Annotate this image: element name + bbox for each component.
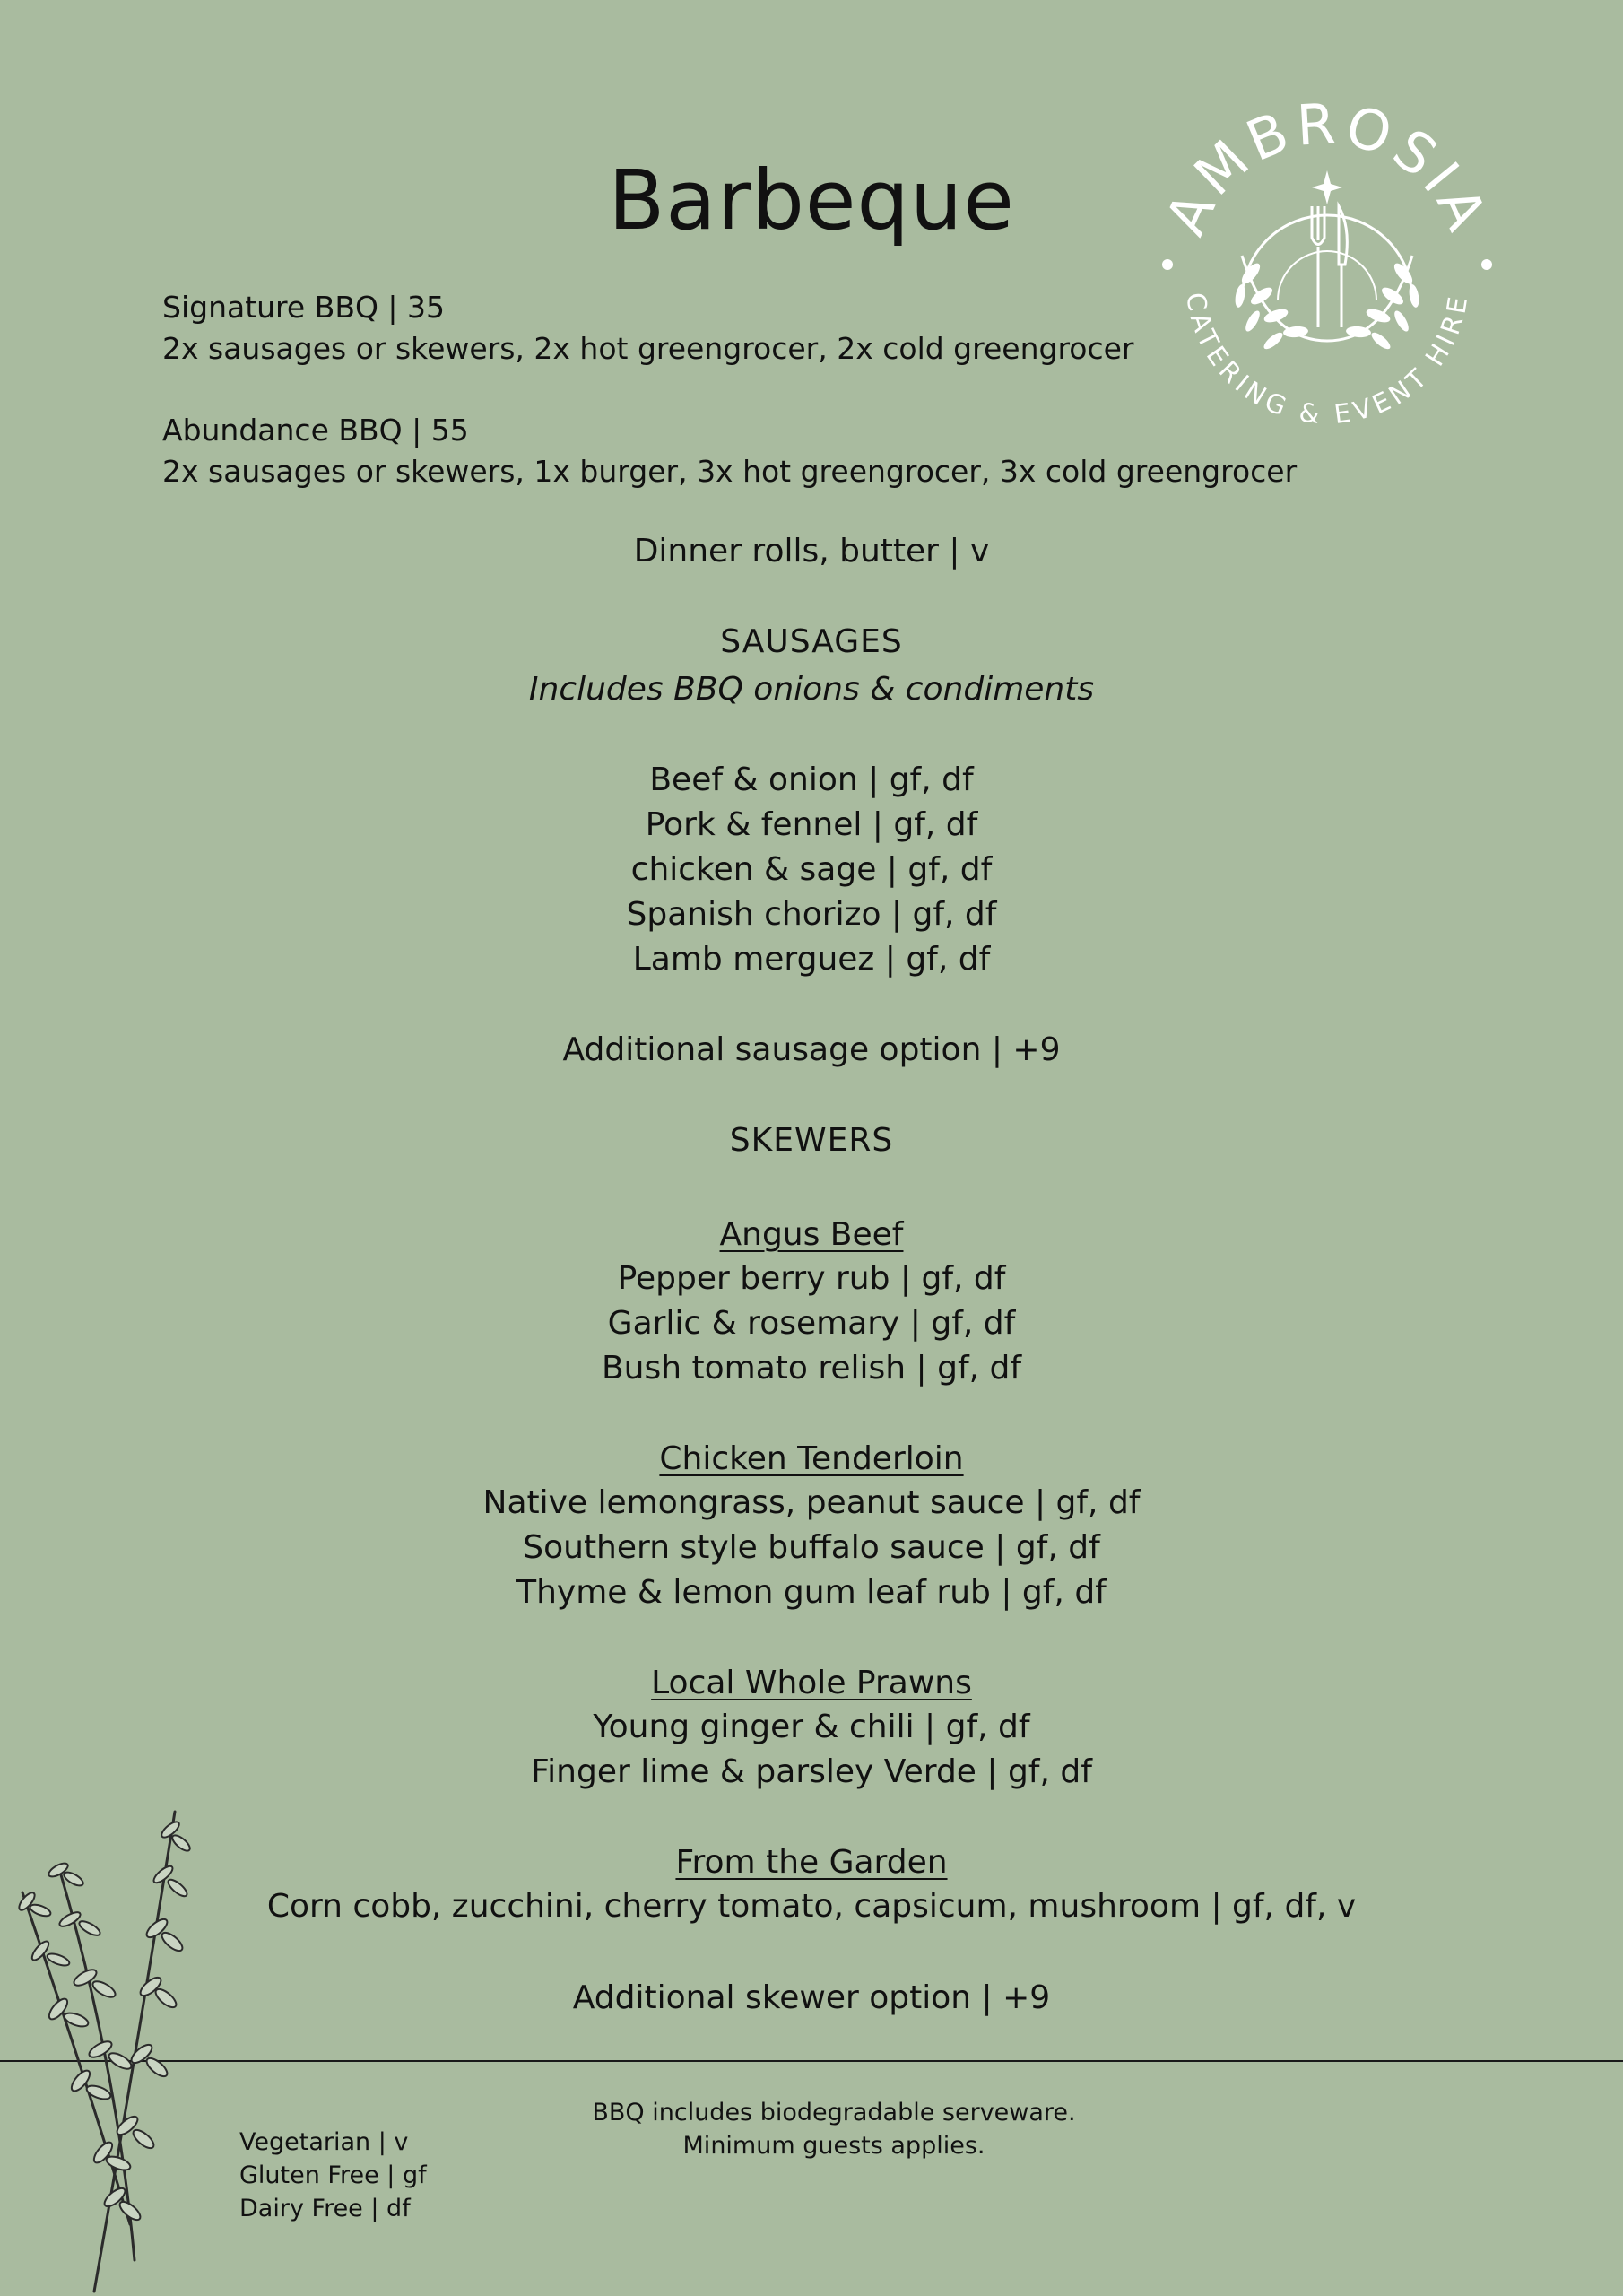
skewer-additional: Additional skewer option | +9 [572,1979,1051,2016]
legend-item: Vegetarian | v [239,2128,409,2156]
footer-note-line: Minimum guests applies. [682,2132,985,2160]
package-description: 2x sausages or skewers, 2x hot greengrocer, 2x cold greengrocer [162,331,1134,366]
logo-tagline-text: CATERING & EVENT HIRE [1180,290,1474,430]
skewer-item: Thyme & lemon gum leaf rub | gf, df [516,1574,1107,1611]
skewer-group-title: From the Garden [675,1844,948,1881]
skewer-group-title: Angus Beef [719,1216,904,1253]
skewer-item: Corn cobb, zucchini, cherry tomato, capsicum, mushroom | gf, df, v [266,1888,1357,1925]
legend-item: Gluten Free | gf [239,2161,427,2189]
package-name: Signature BBQ | 35 [162,290,446,325]
skewer-item: Native lemongrass, peanut sauce | gf, df [482,1484,1141,1521]
logo-brand-text: AMBROSIA [1152,90,1502,245]
skewer-item: Southern style buffalo sauce | gf, df [523,1529,1100,1566]
footer-note-line: BBQ includes biodegradable serveware. [592,2099,1076,2126]
sausage-item: Lamb merguez | gf, df [632,941,991,978]
skewer-item: Garlic & rosemary | gf, df [607,1305,1016,1342]
page-title: Barbeque [608,152,1015,248]
sausages-heading: SAUSAGES [720,623,903,660]
sausage-item: Pork & fennel | gf, df [645,806,978,843]
sausage-additional: Additional sausage option | +9 [562,1031,1061,1068]
sausage-item: Beef & onion | gf, df [649,761,974,798]
footer-divider [0,2060,1623,2062]
ambrosia-logo [1143,81,1511,448]
footer-notes [529,2096,1139,2162]
skewer-item: Young ginger & chili | gf, df [593,1709,1030,1745]
skewer-group-title: Chicken Tenderloin [659,1440,964,1477]
dietary-legend [239,2126,427,2225]
thyme-sprig-illustration [9,1794,215,2296]
skewer-item: Finger lime & parsley Verde | gf, df [531,1753,1092,1790]
sausage-item: Spanish chorizo | gf, df [626,896,997,933]
package-name: Abundance BBQ | 55 [162,413,469,448]
skewer-item: Bush tomato relish | gf, df [601,1350,1022,1387]
package-signature [162,287,1134,370]
dinner-rolls: Dinner rolls, butter | v [633,533,990,570]
skewer-group-title: Local Whole Prawns [651,1665,972,1701]
package-abundance [162,410,1297,492]
skewer-item: Pepper berry rub | gf, df [617,1260,1006,1297]
package-description: 2x sausages or skewers, 1x burger, 3x hot greengrocer, 3x cold greengrocer [162,454,1298,489]
skewers-heading: SKEWERS [729,1122,894,1159]
laurel-icon [1234,256,1420,352]
sausages-subheading: Includes BBQ onions & condiments [528,671,1095,708]
legend-item: Dairy Free | df [239,2195,411,2222]
sausage-item: chicken & sage | gf, df [630,851,993,888]
